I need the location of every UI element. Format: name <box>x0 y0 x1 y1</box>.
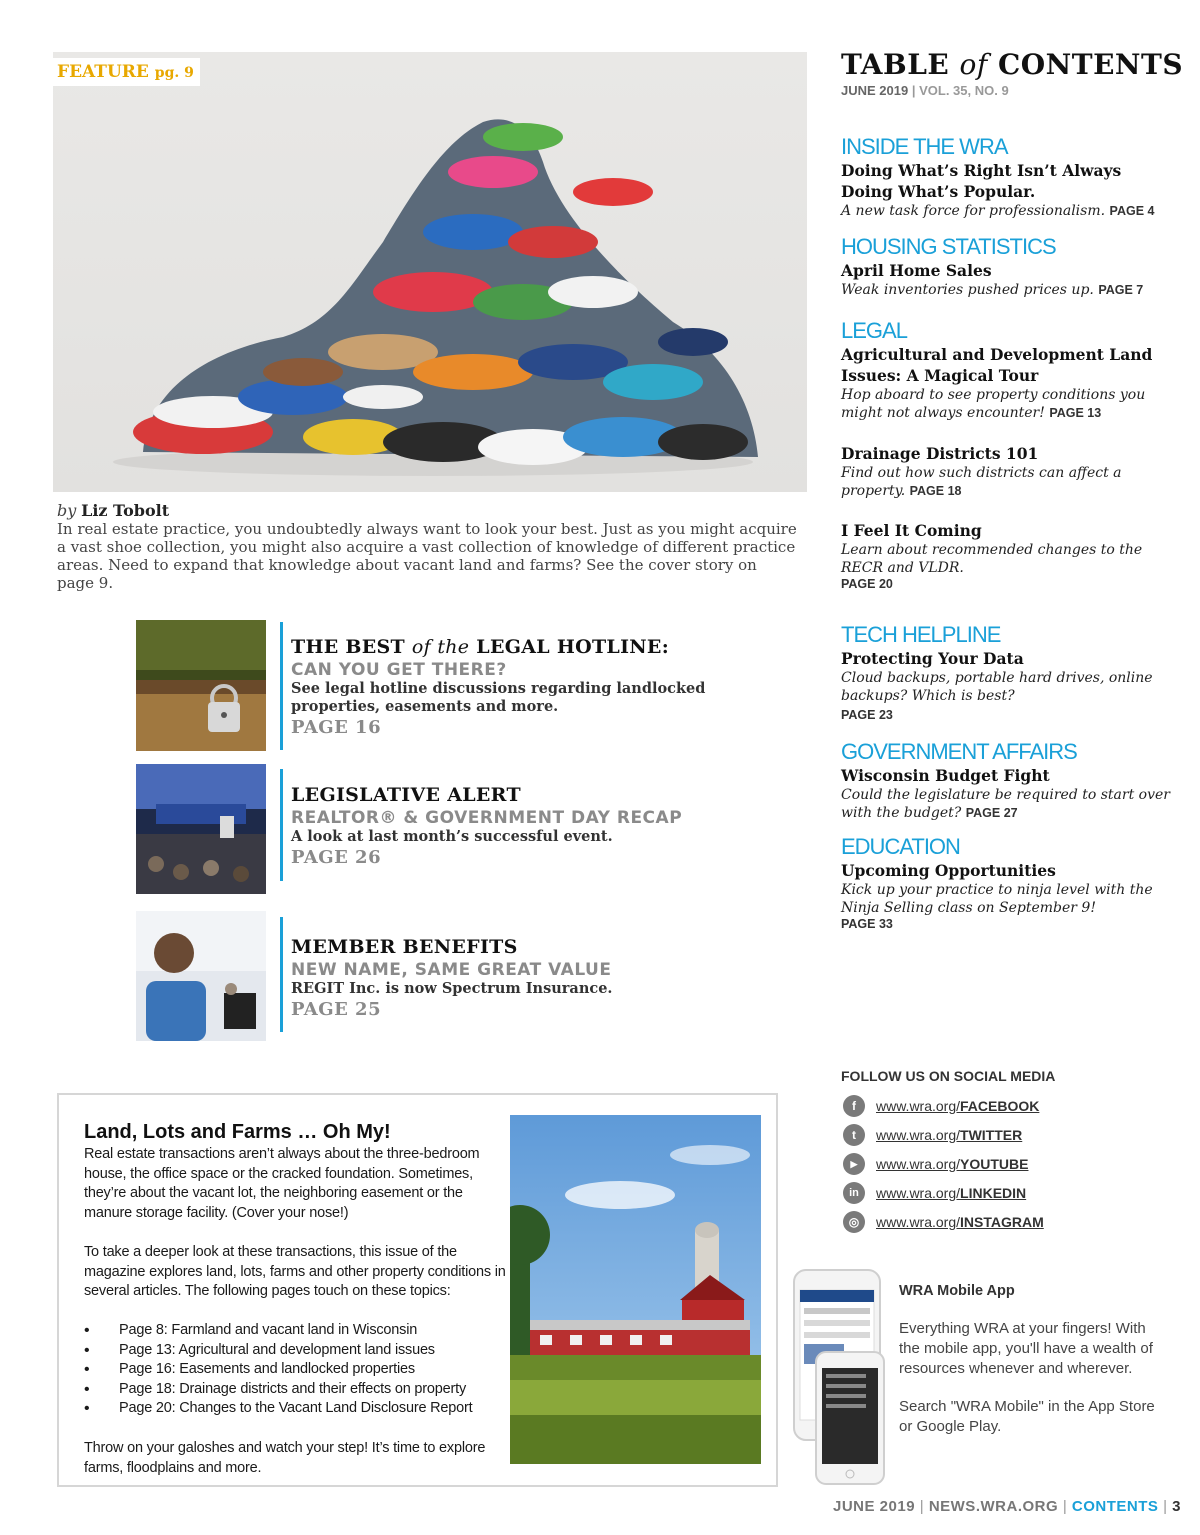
feature-tag-label: FEATURE <box>57 62 149 82</box>
mini-feature-divider <box>280 622 283 750</box>
toc-entry-desc: A new task force for professionalism. PAGE 4 <box>841 203 1155 219</box>
social-link-text[interactable]: www.wra.org/LINKEDIN <box>876 1185 1027 1201</box>
page-number: 3 <box>1172 1498 1181 1515</box>
toc-entry-desc: Could the legislature be required to start over with the budget? PAGE 27 <box>841 787 1170 821</box>
toc-section-heading: EDUCATION <box>841 834 960 859</box>
toc-section-tech-helpline <box>841 622 1171 722</box>
mini-feature-page: PAGE 26 <box>291 847 382 868</box>
toc-entry-title: I Feel It Coming <box>841 521 982 540</box>
social-link-text[interactable]: www.wra.org/TWITTER <box>876 1127 1023 1143</box>
social-link-text[interactable]: www.wra.org/YOUTUBE <box>876 1156 1029 1172</box>
list-item: • Page 16: Easements and landlocked properties <box>84 1360 514 1380</box>
page-footer: JUNE 2019 | NEWS.WRA.ORG | CONTENTS | 3 <box>833 1498 1181 1515</box>
toc-entry-title: April Home Sales <box>841 261 992 280</box>
toc-entry-page: PAGE 13 <box>1049 406 1102 420</box>
toc-entry-title: Doing What’s Right Isn’t Always Doing What’s Popular. <box>841 161 1122 201</box>
toc-entry-page: PAGE 18 <box>909 484 962 498</box>
social-link-facebook[interactable] <box>843 1094 1039 1118</box>
toc-entry-desc: Learn about recommended changes to the RECR and VLDR. <box>841 542 1143 576</box>
twitter-icon: t <box>843 1124 865 1146</box>
social-link-text[interactable]: www.wra.org/INSTAGRAM <box>876 1214 1044 1230</box>
youtube-icon: ▶ <box>843 1153 865 1175</box>
toc-section-housing-statistics <box>841 234 1171 299</box>
toc-entry-title: Wisconsin Budget Fight <box>841 766 1050 785</box>
social-link-instagram[interactable] <box>843 1210 1044 1234</box>
mini-feature-subtitle: NEW NAME, SAME GREAT VALUE <box>291 960 612 980</box>
list-item: • Page 8: Farmland and vacant land in Wisconsin <box>84 1321 514 1341</box>
toc-entry-desc: Weak inventories pushed prices up. PAGE 7 <box>841 282 1144 298</box>
toc-entry[interactable] <box>841 520 1171 591</box>
toc-section-heading: INSIDE THE WRA <box>841 134 1008 159</box>
toc-entry-desc: Kick up your practice to ninja level with the Ninja Selling class on September 9! <box>841 882 1153 916</box>
mini-feature-subtitle: CAN YOU GET THERE? <box>291 660 507 680</box>
farm-photo <box>510 1115 761 1464</box>
feature-tag-page: pg. 9 <box>154 65 194 81</box>
toc-entry-page: PAGE 20 <box>841 577 893 591</box>
app-title: WRA Mobile App <box>899 1283 1015 1299</box>
toc-entry[interactable] <box>841 765 1171 822</box>
mini-feature-legislative-alert[interactable] <box>291 784 721 868</box>
mini-feature-desc: A look at last month’s successful event. <box>291 828 613 845</box>
social-link-twitter[interactable] <box>843 1123 1022 1147</box>
shoe-pile-illustration <box>53 52 807 492</box>
list-item: • Page 13: Agricultural and development land issues <box>84 1341 514 1361</box>
toc-section-education <box>841 834 1171 931</box>
toc-entry[interactable] <box>841 344 1171 422</box>
toc-entry-title: Upcoming Opportunities <box>841 861 1056 880</box>
list-item: • Page 20: Changes to the Vacant Land Disclosure Report <box>84 1399 514 1419</box>
feature-tag[interactable] <box>53 58 200 86</box>
footer-section: CONTENTS <box>1071 1498 1159 1515</box>
toc-section-legal <box>841 318 1171 591</box>
mini-feature-desc: REGIT Inc. is now Spectrum Insurance. <box>291 980 613 997</box>
toc-entry[interactable] <box>841 860 1171 931</box>
padlock-photo <box>136 620 266 751</box>
toc-entry-desc: Hop aboard to see property conditions you might not always encounter! PAGE 13 <box>841 387 1146 421</box>
mini-feature-page: PAGE 16 <box>291 717 382 738</box>
social-link-linkedin[interactable] <box>843 1181 1026 1205</box>
toc-entry[interactable] <box>841 160 1171 220</box>
toc-section-heading: HOUSING STATISTICS <box>841 234 1056 259</box>
instagram-icon: ◎ <box>843 1211 865 1233</box>
member-benefits-photo <box>136 911 266 1041</box>
mini-feature-page: PAGE 25 <box>291 999 382 1020</box>
toc-entry-title: Agricultural and Development Land Issues: A Magical Tour <box>841 345 1153 385</box>
app-search-instructions: Search "WRA Mobile" in the App Store or Google Play. <box>899 1398 1155 1435</box>
mini-feature-divider <box>280 917 283 1032</box>
toc-entry-page: PAGE 23 <box>841 708 893 722</box>
toc-issue-date: JUNE 2019 | VOL. 35, NO. 9 <box>841 83 1009 98</box>
mini-feature-title: THE BEST of the LEGAL HOTLINE: <box>291 636 670 658</box>
toc-section-government-affairs <box>841 739 1171 822</box>
footer-date: JUNE 2019 <box>833 1498 916 1515</box>
toc-entry-desc: Find out how such districts can affect a property. PAGE 18 <box>841 465 1122 499</box>
toc-entry[interactable] <box>841 443 1171 500</box>
toc-section-heading: LEGAL <box>841 318 907 343</box>
land-sidebar-paragraph-1: Real estate transactions aren’t always about the three-bedroom house, the office space or the cracked foundation. Sometimes, they’re about the vacant lot, the neighboring easement or the manure storage facility. (Cover your nose!) <box>84 1146 480 1221</box>
land-topic-list <box>84 1321 514 1419</box>
byline-by: by <box>57 501 77 520</box>
toc-entry[interactable] <box>841 648 1171 722</box>
social-link-youtube[interactable] <box>843 1152 1028 1176</box>
mini-feature-legal-hotline[interactable] <box>291 636 721 738</box>
mini-feature-subtitle: REALTOR® & GOVERNMENT DAY RECAP <box>291 808 683 828</box>
toc-entry[interactable] <box>841 260 1171 299</box>
toc-entry-desc: Cloud backups, portable hard drives, online backups? Which is best? <box>841 670 1153 704</box>
toc-section-inside-wra <box>841 134 1171 220</box>
toc-title: TABLE of CONTENTS <box>841 48 1184 81</box>
land-sidebar-paragraph-2: To take a deeper look at these transactions, this issue of the magazine explores land, lots, farms and other property conditions in several articles. The following pages touch on these topics: <box>84 1244 506 1300</box>
mini-feature-title: LEGISLATIVE ALERT <box>291 784 521 806</box>
government-day-photo <box>136 764 266 894</box>
toc-entry-page: PAGE 4 <box>1109 204 1155 218</box>
social-link-text[interactable]: www.wra.org/FACEBOOK <box>876 1098 1040 1114</box>
feature-intro <box>57 502 797 592</box>
mini-feature-divider <box>280 769 283 881</box>
toc-entry-page: PAGE 7 <box>1098 283 1144 297</box>
mini-feature-title: MEMBER BENEFITS <box>291 936 518 958</box>
feature-intro-text: In real estate practice, you undoubtedly always want to look your best. Just as you might acquire a vast shoe collection, you might also acquire a vast collection of knowledge of different practice areas. Need to expand that knowledge about vacant land and farms? See the cover story on page 9. <box>57 520 797 592</box>
mini-feature-desc: See legal hotline discussions regarding landlocked properties, easements and more. <box>291 680 706 715</box>
mini-feature-member-benefits[interactable] <box>291 936 721 1020</box>
toc-entry-page: PAGE 27 <box>965 806 1018 820</box>
toc-section-heading: GOVERNMENT AFFAIRS <box>841 739 1077 764</box>
list-item: • Page 18: Drainage districts and their effects on property <box>84 1380 514 1400</box>
mobile-app-phones-image <box>792 1268 888 1486</box>
toc-entry-title: Protecting Your Data <box>841 649 1024 668</box>
land-sidebar-paragraph-3: Throw on your galoshes and watch your step! It’s time to explore farms, floodplains and more. <box>84 1440 486 1476</box>
linkedin-icon: in <box>843 1182 865 1204</box>
social-heading: FOLLOW US ON SOCIAL MEDIA <box>841 1068 1056 1084</box>
toc-entry-title: Drainage Districts 101 <box>841 444 1039 463</box>
facebook-icon: f <box>843 1095 865 1117</box>
app-description: Everything WRA at your fingers! With the mobile app, you'll have a wealth of resources whenever and wherever. <box>899 1320 1153 1377</box>
land-sidebar-title: Land, Lots and Farms … Oh My! <box>84 1121 391 1143</box>
feature-hero-image <box>53 52 807 492</box>
footer-site[interactable]: NEWS.WRA.ORG <box>928 1498 1059 1515</box>
toc-entry-page: PAGE 33 <box>841 917 893 931</box>
toc-section-heading: TECH HELPLINE <box>841 622 1001 647</box>
byline-author: Liz Tobolt <box>81 501 170 520</box>
